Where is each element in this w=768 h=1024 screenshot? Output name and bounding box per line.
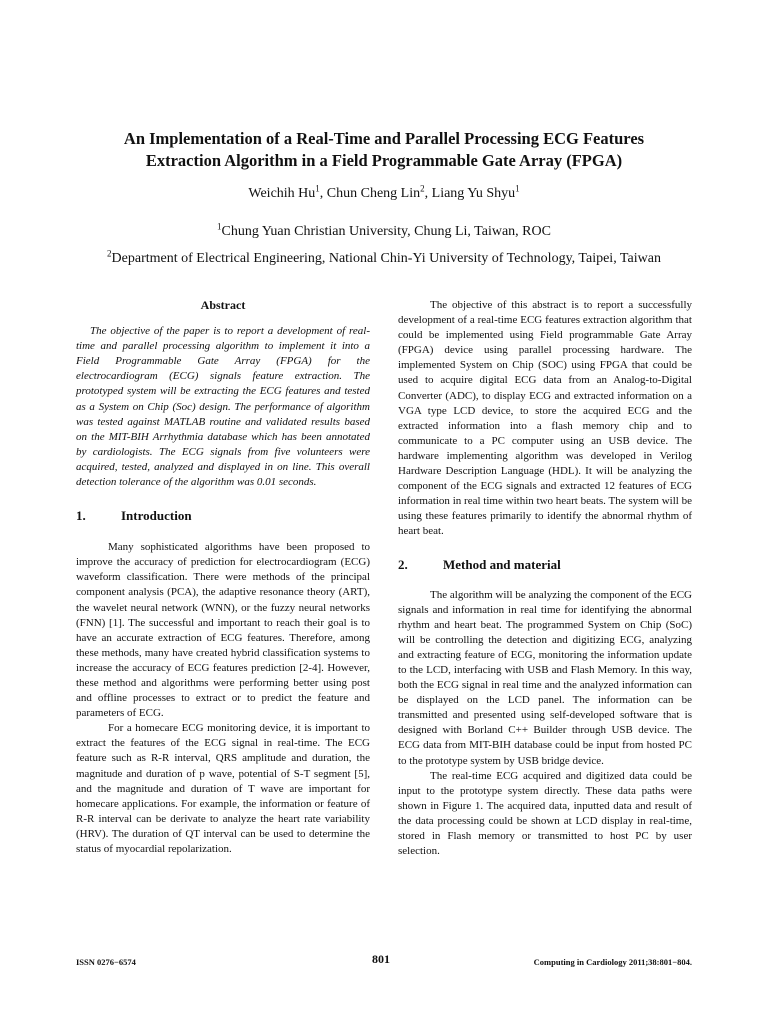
method-paragraph-1: The algorithm will be analyzing the component of the ECG signals and information in real time for identifying the abnormal rhythm and heart beat. The programmed System on Chip (SoC) will be controlling the detection and digitizing ECG, analyzing and extracting feature of ECG, monitoring the information update to the LCD, interfacing with USB and Flash Memory. In this way, both the ECG signal in real time and the analyzed information can be displayed on the LCD panel. The information can be transmitted and presented using self-developed software that is designed with Borland C++ Builder through USB device. The ECG data from MIT-BIH database could be input from hosted PC to the prototype system by USB bridge device. [398, 588, 692, 767]
author-3-affiliation-mark: 1 [515, 183, 520, 194]
method-paragraph-2: The real-time ECG acquired and digitized data could be input to the prototype system directly. These data paths were shown in Figure 1. The acquired data, inputted data and result of the data processing could be shown at LCD display in real-time, stored in Flash memory or transmitted to host PC by user selection. [398, 769, 692, 858]
introduction-paragraph-2: For a homecare ECG monitoring device, it is important to extract the features of the ECG signal in real-time. The ECG feature such as R-R interval, QRS amplitude and duration, the magnitude and duration of p wave, potential of S-T segment [5], and the magnitude and duration of T wave are important for homecare applications. For example, the information or feature of R-R interval can be derivate to analyze the heart rate variability (HRV). The duration of QT interval can be used to determine the status of myocardial repolarization. [76, 722, 370, 855]
author-list [40, 184, 728, 204]
footer-page-number: 801 [372, 952, 390, 966]
affiliation-1-mark: 1 [217, 221, 222, 232]
author-separator: , [424, 186, 432, 201]
affiliation-2 [30, 249, 738, 269]
left-column [76, 298, 370, 857]
paper-title [40, 128, 728, 172]
introduction-paragraph-1: Many sophisticated algorithms have been proposed to improve the accuracy of prediction for electrocardiogram (ECG) waveform classification. There were methods of the principal component analysis (PCA), the adaptive resonance theory (ART), the wavelet neural network (WNN), or the fuzzy neural networks (FNN) [1]. The successful and important to reach their goal is to have an accurate extraction of ECG features. Therefore, among these methods, many have created hybrid classification systems to increase the accuracy of ECG features prediction [2-4]. However, these method and algorithms were performing better using post and offline processes to extract or to predict the feature and parameters of ECG. [76, 541, 370, 720]
affiliation-1 [30, 222, 738, 242]
title-line-1: An Implementation of a Real-Time and Parallel Processing ECG Features [123, 129, 645, 148]
section-number: 1. [76, 508, 86, 524]
objective-paragraph: The objective of this abstract is to report a successfully development of a real-time ECG features extraction algorithm that could be implemented using Field programmable Gate Array (FPGA) device using parallel processing hardware. The implemented System on Chip (SOC) using FPGA that could be used to acquire digital ECG data from an Analog-to-Digital Converter (ADC), to display ECG and extracted information on a VGA type LCD device, to store the acquired ECG and the extracted information into a flash memory chip and to communicate to a PC computer using an USB device. The hardware implementing algorithm was developed in Verilog Hardware Description Language (HDL). It will be analyzing the component of the ECG signals and extracted 12 features of ECG information in real time within two heart beats. The system will be using these features primarily to identify the abnormal rhythm of heart beat. [398, 299, 692, 538]
affiliation-2-text: Department of Electrical Engineering, National Chin-Yi University of Technology, Taipei, Taiwan [111, 251, 661, 266]
author-separator: , [319, 186, 327, 201]
author-2-affiliation-mark: 2 [420, 183, 425, 194]
section-title: Method and material [443, 556, 561, 572]
method-heading [398, 557, 692, 573]
author-1: Weichih Hu [248, 186, 316, 201]
author-2: Chun Cheng Lin [326, 186, 421, 201]
affiliation-1-text: Chung Yuan Christian University, Chung Li, Taiwan, ROC [221, 224, 551, 239]
affiliation-2-mark: 2 [107, 248, 112, 259]
footer-journal-citation: Computing in Cardiology 2011;38:801−804. [533, 957, 692, 967]
title-line-2: Extraction Algorithm in a Field Programmable Gate Array (FPGA) [145, 151, 623, 170]
footer-issn: ISSN 0276−6574 [76, 957, 136, 967]
author-1-affiliation-mark: 1 [315, 183, 320, 194]
section-number: 2. [398, 556, 408, 572]
author-3: Liang Yu Shyu [431, 186, 516, 201]
section-title: Introduction [121, 508, 192, 524]
abstract-text: The objective of the paper is to report a development of real-time and parallel processing algorithm to implement it into a Field Programmable Gate Array (FPGA) for the electrocardiogram (ECG) signals feature extraction. The prototyped system will be extracting the ECG features and tested as a System on Chip (Soc) design. The performance of algorithm was tested against MATLAB routine and validated results based on the MIT-BIH Arrhythmia database which has been annotated by cardiologists. The ECG signals from five volunteers were acquired, tested, analyzed and displayed in on line. This overall detection tolerance of the algorithm was 0.01 seconds. [76, 325, 370, 489]
abstract-heading: Abstract [200, 298, 246, 312]
introduction-heading [76, 508, 370, 524]
right-column [398, 298, 692, 859]
